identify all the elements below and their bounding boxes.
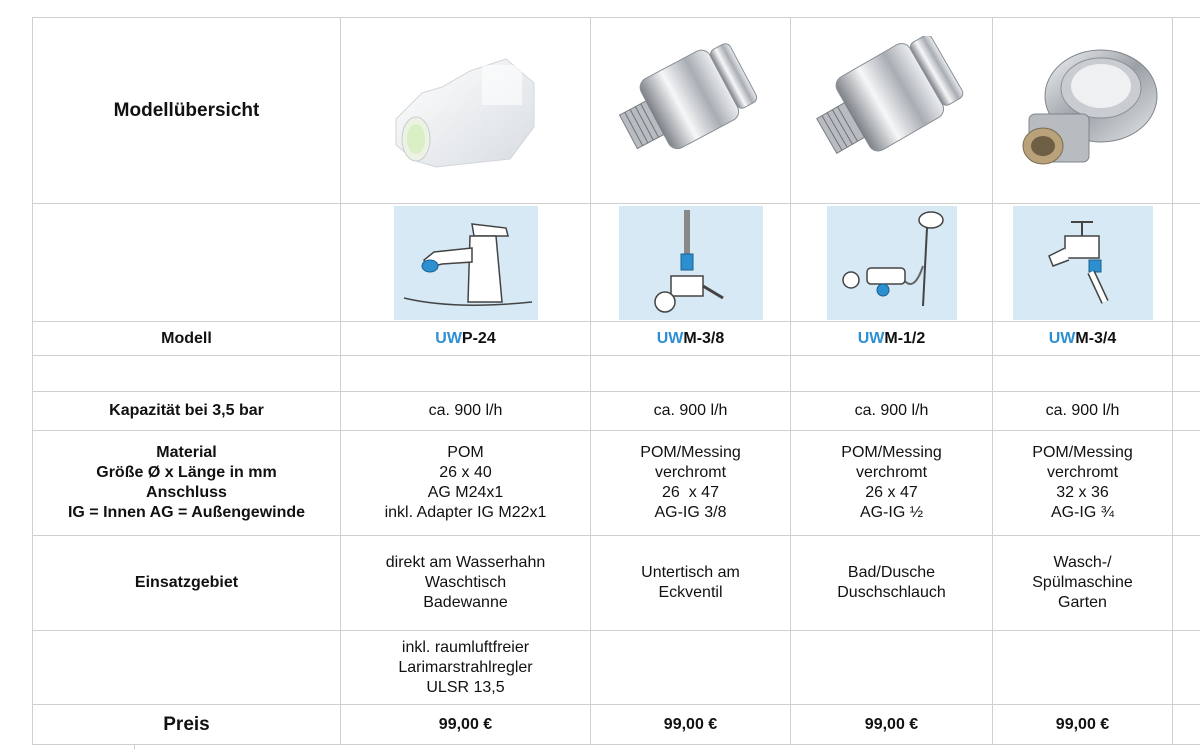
capacity-row — [33, 392, 1200, 431]
model-name: UWM-3/8 — [591, 322, 791, 356]
white-plastic-aerator-icon — [386, 41, 546, 181]
chrome-inline-filter-icon — [606, 41, 776, 181]
spacer-cell — [1173, 322, 1200, 356]
model-label: Modell — [33, 322, 341, 356]
model-overview-table — [32, 17, 1200, 745]
spacer-cell — [1173, 705, 1200, 745]
chrome-hose-connector-icon — [1003, 36, 1163, 186]
usage-illustration-cell — [591, 204, 791, 322]
price-label: Preis — [33, 705, 341, 745]
basin-faucet-illustration — [394, 206, 538, 320]
capacity-value: ca. 900 l/h — [791, 392, 993, 431]
product-image-cell — [591, 18, 791, 204]
note-value: inkl. raumluftfreier Larimarstrahlregler ULSR 13,5 — [341, 631, 591, 705]
model-name: UWM-3/4 — [993, 322, 1173, 356]
model-name: UWM-1/2 — [791, 322, 993, 356]
table-bottom-border — [32, 744, 1200, 745]
area-value: Bad/Dusche Duschschlauch — [791, 536, 993, 631]
product-image-cell — [791, 18, 993, 204]
page-title: Modellübersicht — [33, 18, 341, 204]
product-image-cell — [341, 18, 591, 204]
material-value: POM/Messing verchromt 26 x 47 AG-IG ½ — [791, 431, 993, 536]
area-value: Untertisch am Eckventil — [591, 536, 791, 631]
material-value: POM/Messing verchromt 26 x 47 AG-IG 3/8 — [591, 431, 791, 536]
area-label: Einsatzgebiet — [33, 536, 341, 631]
empty-row — [33, 356, 1200, 392]
material-value: POM 26 x 40 AG M24x1 inkl. Adapter IG M22x1 — [341, 431, 591, 536]
spacer-cell — [1173, 204, 1200, 322]
material-label: Material Größe Ø x Länge in mm Anschluss IG = Innen AG = Außengewinde — [33, 431, 341, 536]
usage-illustration-cell — [791, 204, 993, 322]
model-row — [33, 322, 1200, 356]
area-row — [33, 536, 1200, 631]
model-name: UWP-24 — [341, 322, 591, 356]
price-value: 99,00 € — [341, 705, 591, 745]
spacer-cell — [1173, 18, 1200, 204]
price-value: 99,00 € — [791, 705, 993, 745]
capacity-value: ca. 900 l/h — [993, 392, 1173, 431]
usage-illustration-row — [33, 204, 1200, 322]
table-bottom-tick — [134, 744, 135, 749]
area-value: direkt am Wasserhahn Waschtisch Badewanne — [341, 536, 591, 631]
price-row — [33, 705, 1200, 745]
usage-illustration-cell — [993, 204, 1173, 322]
material-row — [33, 431, 1200, 536]
usage-illustration-cell — [341, 204, 591, 322]
spacer-cell — [1173, 431, 1200, 536]
spacer-cell — [1173, 536, 1200, 631]
price-value: 99,00 € — [993, 705, 1173, 745]
capacity-label: Kapazität bei 3,5 bar — [33, 392, 341, 431]
angle-valve-illustration — [619, 206, 763, 320]
capacity-value: ca. 900 l/h — [591, 392, 791, 431]
spacer-cell — [1173, 392, 1200, 431]
chrome-inline-filter-icon — [807, 36, 977, 186]
material-value: POM/Messing verchromt 32 x 36 AG-IG ¾ — [993, 431, 1173, 536]
shower-illustration — [827, 206, 957, 320]
empty-label-cell — [33, 204, 341, 322]
product-image-cell — [993, 18, 1173, 204]
garden-tap-illustration — [1013, 206, 1153, 320]
product-image-row — [33, 18, 1200, 204]
area-value: Wasch-/ Spülmaschine Garten — [993, 536, 1173, 631]
note-row — [33, 631, 1200, 705]
price-value: 99,00 € — [591, 705, 791, 745]
capacity-value: ca. 900 l/h — [341, 392, 591, 431]
